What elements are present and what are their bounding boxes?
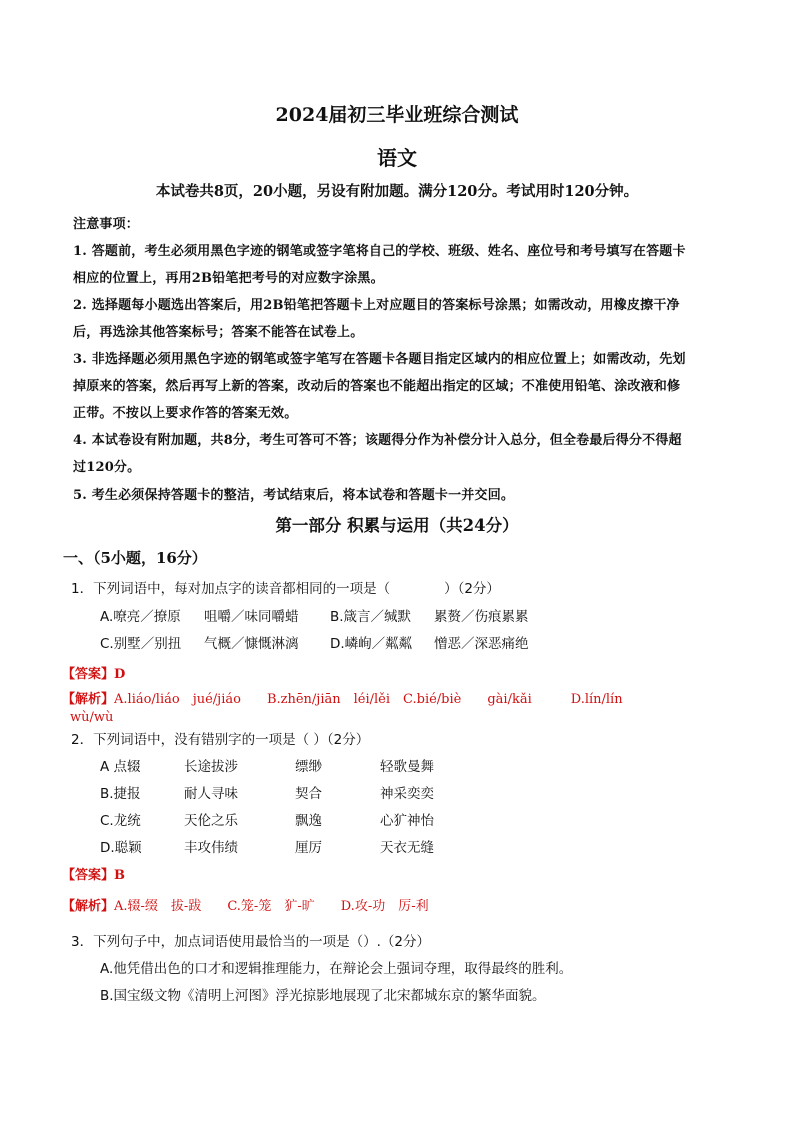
q1-option: C.别墅／别扭 [100, 636, 182, 652]
answer-label: 【答案】 [62, 667, 115, 682]
question-2-stem: 2．下列词语中，没有错别字的一项是（ ）（2分） [71, 732, 370, 748]
q2-answer [62, 864, 125, 883]
q1-option: 憎恶／深恶痛绝 [434, 636, 529, 652]
part-title: 第一部分 积累与运用（共24分） [275, 516, 519, 535]
analysis-label: 【解析】 [62, 899, 115, 914]
section-title: 一、（5小题，16分） [63, 549, 207, 567]
q2-option: 心犷神怡 [380, 813, 434, 829]
q2-option: 长途拔涉 [184, 759, 238, 775]
note-line: 相应的位置上，再用2B铅笔把考号的对应数字涂黑。 [73, 271, 384, 286]
note-line: 5. 考生必须保持答题卡的整洁，考试结束后，将本试卷和答题卡一并交回。 [73, 488, 515, 503]
q3-option: A.他凭借出色的口才和逻辑推理能力，在辩论会上强词夺理，取得最终的胜利。 [100, 961, 573, 977]
question-1-stem: 1．下列词语中，每对加点字的读音都相同的一项是（ ）（2分） [71, 581, 500, 597]
q2-option: 缥缈 [295, 759, 322, 775]
note-line: 后，再选涂其他答案标号；答案不能答在试卷上。 [73, 325, 364, 340]
q2-option: B.捷报 [100, 786, 141, 802]
subject-title: 语文 [377, 146, 417, 170]
answer-value: D [114, 667, 126, 682]
answer-value: B [114, 868, 126, 883]
q2-option: 天伦之乐 [184, 813, 238, 829]
q1-option: 气概／慷慨淋漓 [204, 636, 299, 652]
q1-option: D.嶙峋／粼粼 [330, 636, 413, 652]
answer-label: 【答案】 [62, 868, 115, 883]
exam-info: 本试卷共8页，20小题，另设有附加题。满分120分。考试用时120分钟。 [155, 183, 639, 200]
q1-analysis [62, 688, 623, 707]
q2-option: 耐人寻味 [184, 786, 238, 802]
q1-option: 咀嚼／味同嚼蜡 [204, 609, 299, 625]
q2-option: 天衣无缝 [380, 840, 434, 856]
note-line: 过120分。 [73, 460, 141, 475]
question-3-stem: 3．下列句子中，加点词语使用最恰当的一项是（）.（2分） [71, 934, 430, 950]
exam-title: 2024届初三毕业班综合测试 [275, 104, 519, 126]
q2-option: C.龙统 [100, 813, 141, 829]
analysis-text: A.liáo/liáo jué/jiáo B.zhēn/jiān léi/lěi C.bié/biè gài/kǎi D.lín/lín [114, 692, 623, 707]
note-line: 2. 选择题每小题选出答案后，用2B铅笔把答题卡上对应题目的答案标号涂黑；如需改动，用橡皮擦干净 [73, 298, 680, 313]
analysis-text: A.辍-缀 拔-跋 C.笼-笼 犷-旷 D.攻-功 厉-利 [114, 899, 429, 914]
analysis-label: 【解析】 [62, 692, 115, 707]
q2-option: 厘厉 [295, 840, 322, 856]
note-line: 4. 本试卷设有附加题，共8分，考生可答可不答；该题得分作为补偿分计入总分，但全卷最后得分不得超 [73, 433, 682, 448]
q2-option: 契合 [295, 786, 322, 802]
notes-heading: 注意事项： [73, 217, 140, 232]
q1-option: B.箴言／缄默 [330, 609, 412, 625]
analysis-text: wù/wù [70, 710, 114, 725]
q1-answer [62, 663, 125, 682]
q2-option: 飘逸 [295, 813, 322, 829]
q2-option: 神采奕奕 [380, 786, 434, 802]
note-line: 正带。不按以上要求作答的答案无效。 [73, 406, 298, 421]
q1-option: 累赘／伤痕累累 [434, 609, 529, 625]
q2-option: 丰攻伟绩 [184, 840, 238, 856]
q1-analysis-cont [70, 710, 113, 725]
q2-option: A 点辍 [100, 759, 141, 775]
note-line: 3. 非选择题必须用黑色字迹的钢笔或签字笔写在答题卡各题目指定区域内的相应位置上；如需改动，先划 [73, 352, 686, 367]
q2-option: 轻歌曼舞 [380, 759, 434, 775]
note-line: 掉原来的答案，然后再写上新的答案，改动后的答案也不能超出指定的区域；不准使用铅笔、涂改液和修 [73, 379, 681, 394]
q2-option: D.聪颖 [100, 840, 142, 856]
q2-analysis [62, 895, 429, 914]
q1-option: A.嘹亮／撩原 [100, 609, 181, 625]
q3-option: B.国宝级文物《清明上河图》浮光掠影地展现了北宋都城东京的繁华面貌。 [100, 988, 546, 1004]
note-line: 1. 答题前，考生必须用黑色字迹的钢笔或签字笔将自己的学校、班级、姓名、座位号和考号填写在答题卡 [73, 244, 686, 259]
